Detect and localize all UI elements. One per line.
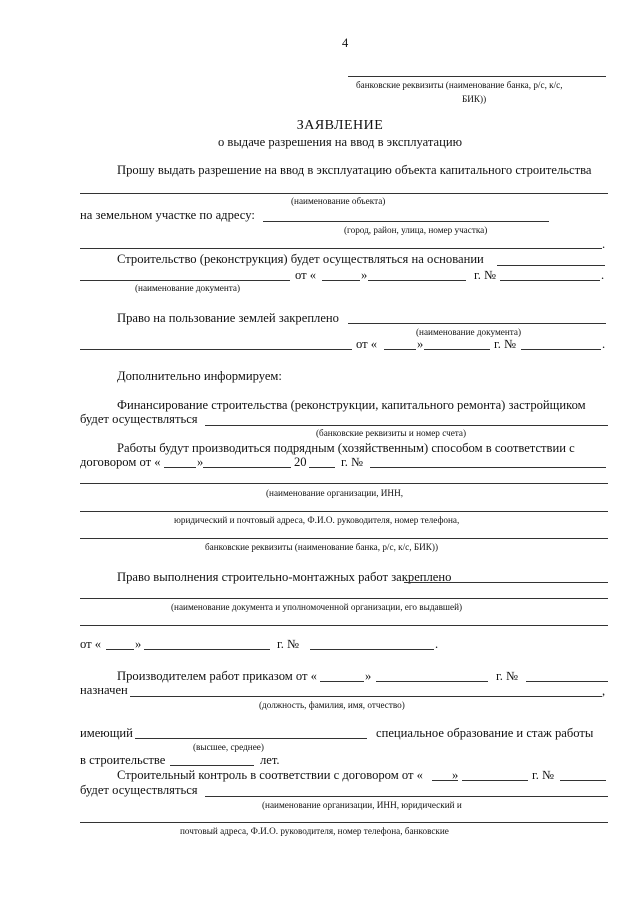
document-subtitle: о выдаче разрешения на ввод в эксплуатацию [217, 135, 463, 149]
works-bank-field[interactable] [80, 538, 608, 539]
construction-basis-text: Строительство (реконструкция) будет осуществляться на основании [117, 252, 484, 266]
control-number-field[interactable] [560, 780, 606, 781]
land-num-label: г. № [494, 337, 517, 351]
producer-end-mark: , [602, 684, 606, 698]
producer-number-field[interactable] [526, 681, 608, 682]
financing-field[interactable] [205, 425, 608, 426]
producer-special-text: специальное образование и стаж работы [376, 726, 594, 740]
installation-number-field[interactable] [310, 649, 434, 650]
land-end-mark: . [602, 337, 606, 351]
producer-appointed-label: назначен [80, 683, 128, 697]
works-year-field[interactable] [309, 467, 335, 468]
control-quote-close: » [452, 768, 459, 782]
installation-quote-close: » [135, 637, 142, 651]
construction-basis-field[interactable] [497, 265, 605, 266]
bank-header-caption-2: БИК)) [462, 94, 487, 104]
producer-education-field[interactable] [135, 738, 367, 739]
financing-text-1: Финансирование строительства (реконструкции, капитального ремонта) застройщиком [117, 398, 586, 412]
installation-num-label: г. № [277, 637, 300, 651]
control-month-field[interactable] [462, 780, 528, 781]
installation-doc-field-2[interactable] [80, 625, 608, 626]
address-label: на земельном участке по адресу: [80, 208, 255, 222]
works-org-field[interactable] [80, 483, 608, 484]
land-number-field[interactable] [521, 349, 601, 350]
construction-month-field[interactable] [368, 280, 466, 281]
land-from-label: от « [356, 337, 378, 351]
producer-having-label: имеющий [80, 726, 133, 740]
request-text: Прошу выдать разрешение на ввод в эксплуатацию объекта капитального строительства [117, 163, 592, 177]
land-doc-field[interactable] [80, 349, 352, 350]
control-will-be-label: будет осуществляться [80, 783, 198, 797]
works-contract-label: договором от « [80, 455, 161, 469]
construction-num-label: г. № [474, 268, 497, 282]
works-caption-3: банковские реквизиты (наименование банка, р/с, к/с, БИК)) [205, 542, 439, 552]
construction-from-label: от « [295, 268, 317, 282]
bank-header-line[interactable] [348, 76, 606, 77]
installation-day-field[interactable] [106, 649, 134, 650]
construction-number-field[interactable] [500, 280, 600, 281]
producer-person-caption: (должность, фамилия, имя, отчество) [259, 700, 405, 710]
control-org-field[interactable] [205, 796, 608, 797]
object-name-field[interactable] [80, 193, 608, 194]
address-caption: (город, район, улица, номер участка) [344, 225, 488, 235]
construction-doc-field[interactable] [80, 280, 290, 281]
producer-day-field[interactable] [320, 681, 364, 682]
land-doc-caption: (наименование документа) [416, 327, 522, 337]
control-text: Строительный контроль в соответствии с договором от « [117, 768, 423, 782]
works-year-label: 20 [294, 455, 307, 469]
works-month-field[interactable] [203, 467, 291, 468]
construction-day-field[interactable] [322, 280, 360, 281]
installation-month-field[interactable] [144, 649, 270, 650]
control-caption-1: (наименование организации, ИНН, юридический и [262, 800, 462, 810]
producer-month-field[interactable] [376, 681, 488, 682]
financing-caption: (банковские реквизиты и номер счета) [316, 428, 467, 438]
works-quote-close: » [197, 455, 204, 469]
installation-right-text: Право выполнения строительно-монтажных работ закреплено [117, 570, 452, 584]
producer-text: Производителем работ приказом от « [117, 669, 317, 683]
document-title: ЗАЯВЛЕНИЕ [296, 118, 384, 133]
installation-end-mark: . [435, 637, 439, 651]
control-address-field[interactable] [80, 822, 608, 823]
land-month-field[interactable] [424, 349, 490, 350]
page-number: 4 [342, 36, 349, 50]
construction-end-mark: . [601, 268, 605, 282]
producer-years-label: лет. [260, 753, 280, 767]
land-quote-close: » [417, 337, 424, 351]
works-caption-1: (наименование организации, ИНН, [266, 488, 403, 498]
works-num-label: г. № [341, 455, 364, 469]
address-field-2[interactable] [80, 248, 602, 249]
address-field[interactable] [263, 221, 549, 222]
works-caption-2: юридический и почтовый адреса, Ф.И.О. руководителя, номер телефона, [174, 515, 460, 525]
producer-years-field[interactable] [170, 765, 254, 766]
land-day-field[interactable] [384, 349, 416, 350]
installation-right-field[interactable] [404, 582, 608, 583]
object-name-caption: (наименование объекта) [291, 196, 386, 206]
works-number-field[interactable] [370, 467, 606, 468]
additional-info-heading: Дополнительно информируем: [117, 369, 282, 383]
works-text-1: Работы будут производиться подрядным (хозяйственным) способом в соответствии с [117, 441, 575, 455]
land-right-text: Право на пользование землей закреплено [117, 311, 339, 325]
construction-quote-close: » [361, 268, 368, 282]
producer-quote-close: » [365, 669, 372, 683]
producer-education-caption: (высшее, среднее) [193, 742, 264, 752]
producer-num-label: г. № [496, 669, 519, 683]
bank-header-caption-1: банковские реквизиты (наименование банка, р/с, к/с, [356, 80, 563, 90]
land-right-field[interactable] [348, 323, 606, 324]
address-end-mark: . [602, 237, 606, 251]
construction-doc-caption: (наименование документа) [135, 283, 241, 293]
installation-doc-field[interactable] [80, 598, 608, 599]
works-day-field[interactable] [164, 467, 196, 468]
control-num-label: г. № [532, 768, 555, 782]
works-address-field[interactable] [80, 511, 608, 512]
control-caption-2: почтовый адреса, Ф.И.О. руководителя, номер телефона, банковские [180, 826, 449, 836]
producer-person-field[interactable] [130, 696, 602, 697]
installation-caption: (наименование документа и уполномоченной организации, его выдавшей) [171, 602, 463, 612]
financing-text-2: будет осуществляться [80, 412, 198, 426]
producer-in-construction-label: в строительстве [80, 753, 166, 767]
installation-from-label: от « [80, 637, 102, 651]
